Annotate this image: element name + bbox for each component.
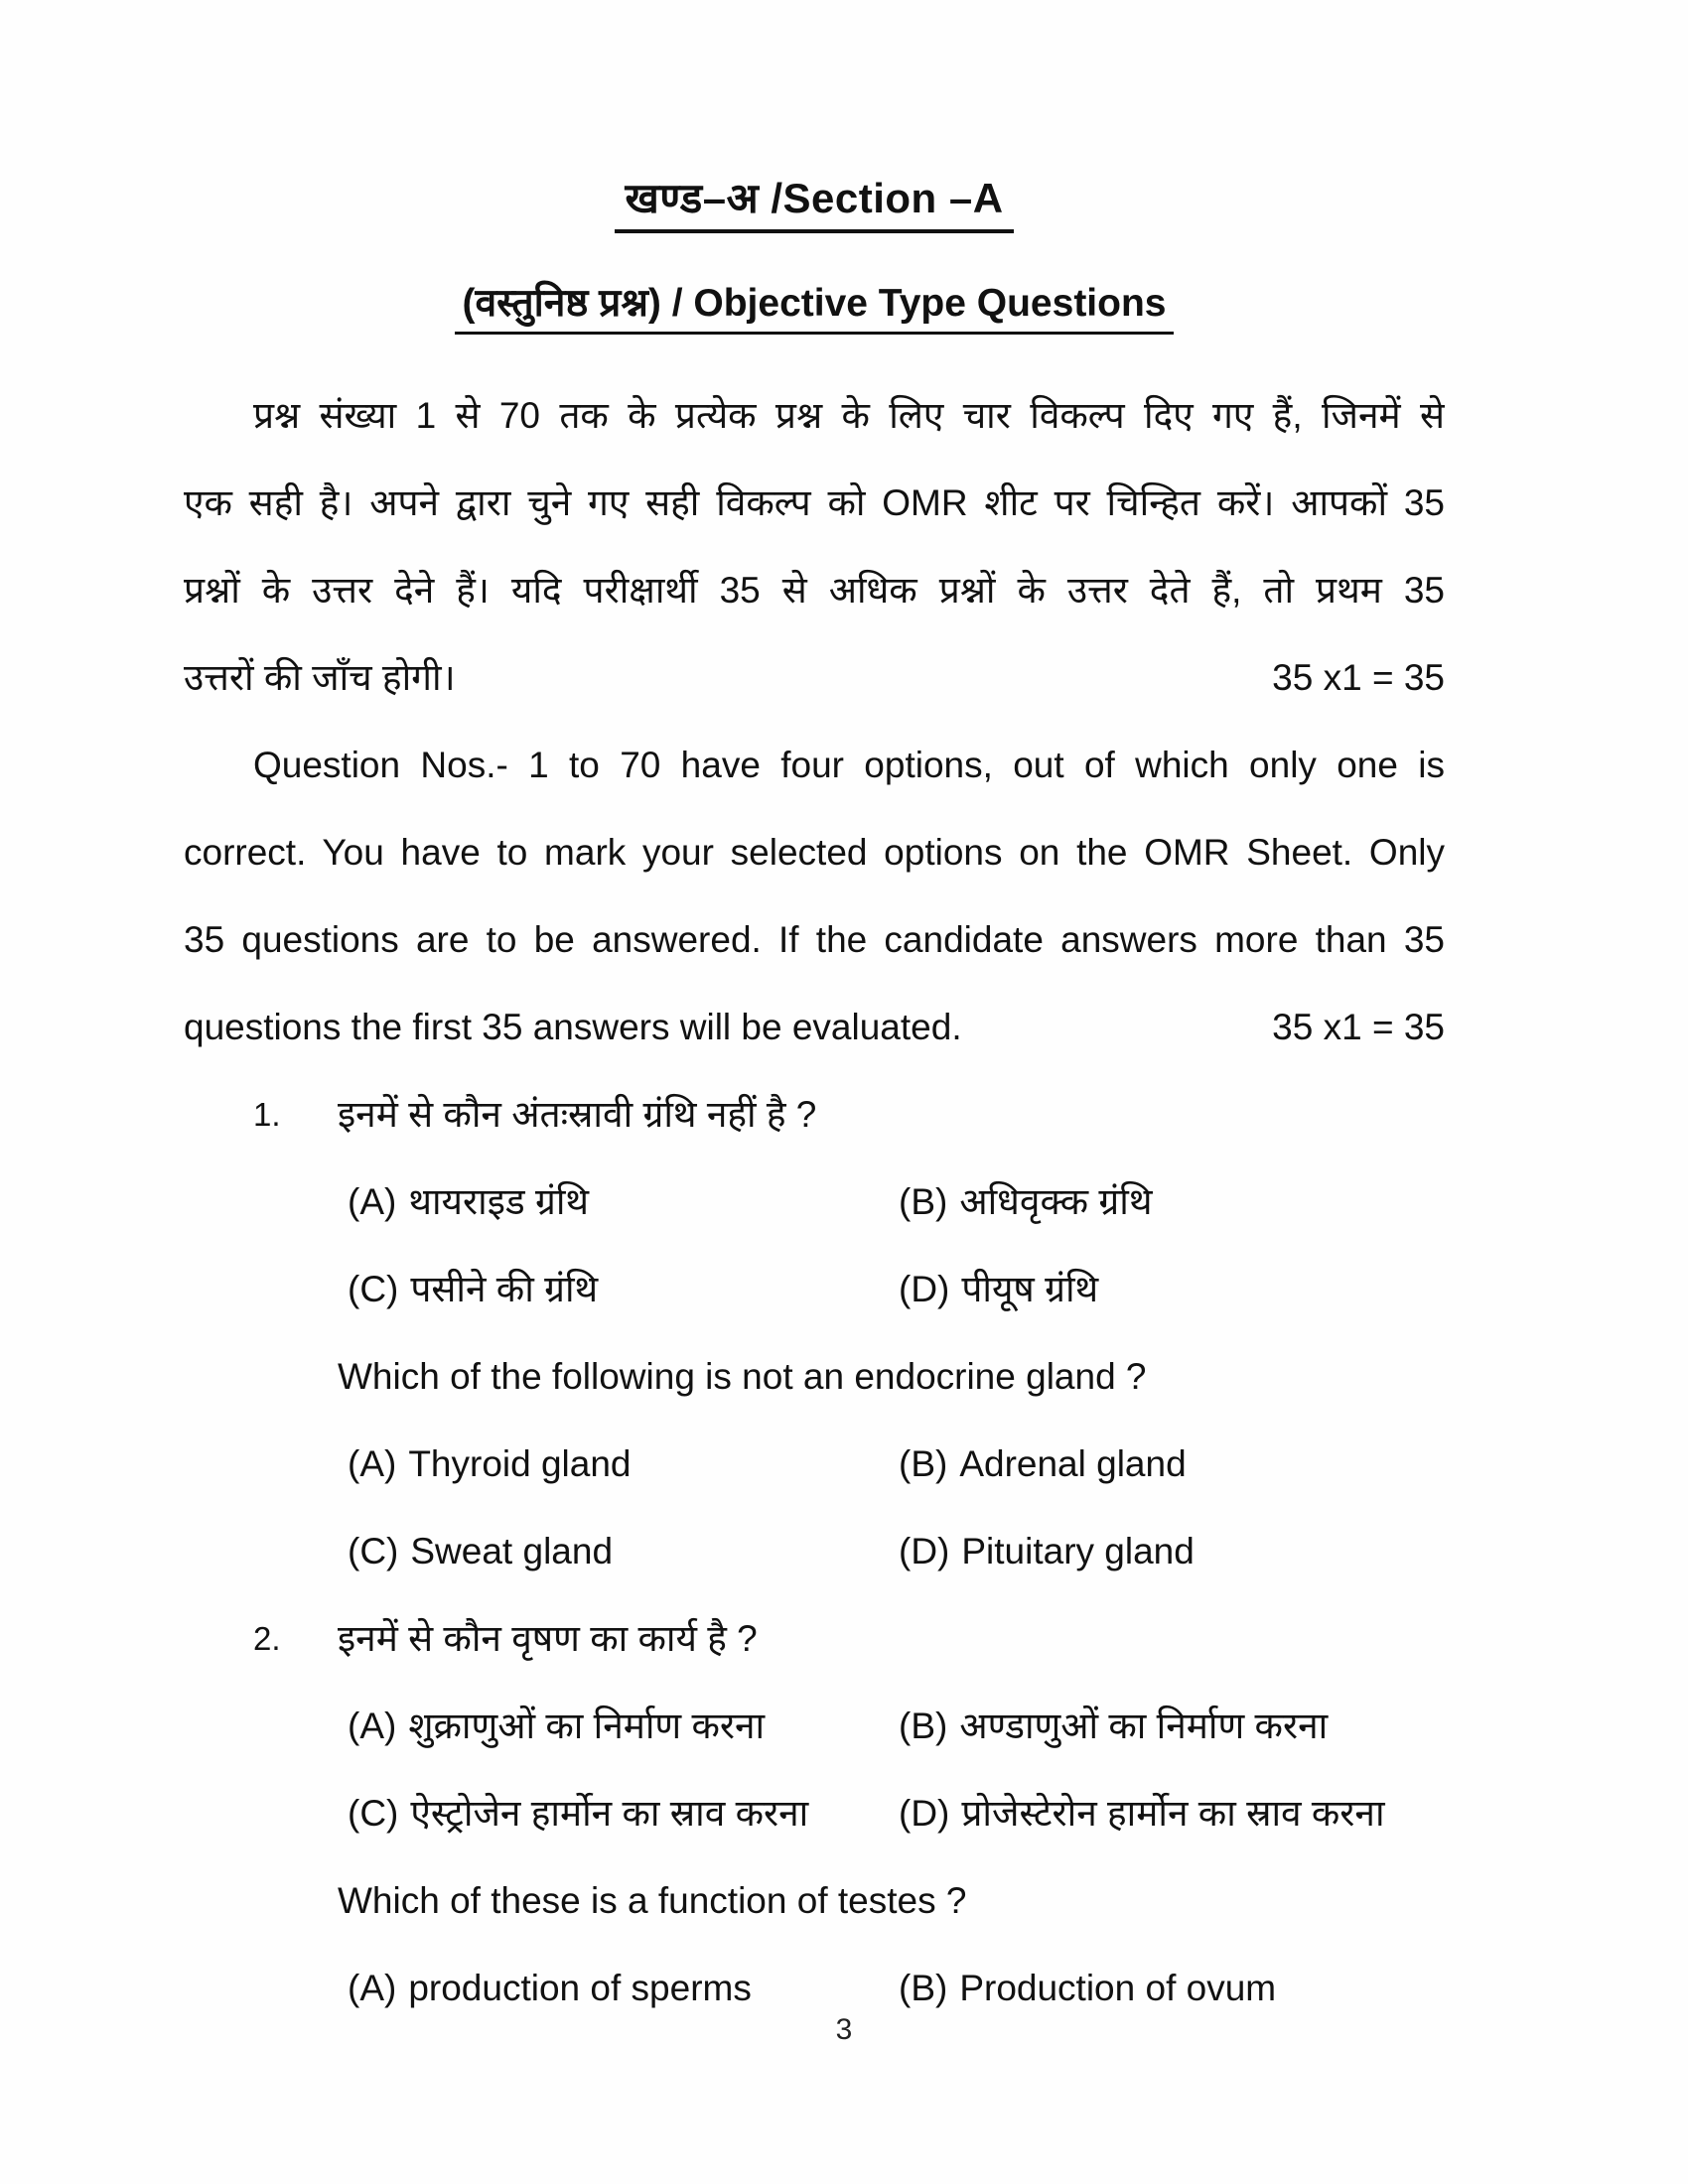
option-label: (A): [348, 1443, 397, 1484]
question-1: [184, 1071, 1445, 1595]
hindi-instructions-last-text: उत्तरों की जाँच होगी।: [184, 657, 456, 698]
option-label: (A): [348, 1968, 397, 2008]
question-2-hindi-row: [184, 1595, 1445, 1683]
section-heading-row: [184, 0, 1445, 233]
question-2-hindi-option-c: [348, 1770, 899, 1857]
question-1-number: 1.: [253, 1096, 281, 1133]
option-text: production of sperms: [408, 1968, 752, 2008]
hindi-instructions-line-3: प्रश्नों के उत्तर देने हैं। यदि परीक्षार्थी 35 से अधिक प्रश्नों के उत्तर देते हैं, तो प्रथम 35: [184, 570, 1445, 611]
option-label: (A): [348, 1181, 397, 1222]
subtitle-heading: (वस्तुनिष्ठ प्रश्न) / Objective Type Questions: [455, 275, 1175, 335]
question-1-english-option-b: [899, 1421, 1445, 1508]
question-2-number: 2.: [253, 1620, 281, 1657]
english-instructions: [184, 722, 1445, 1071]
question-1-hindi-option-d: [899, 1246, 1445, 1333]
question-1-english-option-c: [348, 1508, 899, 1595]
question-2-english-text: Which of these is a function of testes ?: [338, 1880, 967, 1921]
question-1-hindi-option-a: [348, 1159, 899, 1246]
hindi-instructions: [184, 372, 1445, 722]
hindi-instructions-line-4: [184, 634, 1445, 722]
option-text: अधिवृक्क ग्रंथि: [959, 1181, 1153, 1222]
question-1-hindi-options-row-1: [184, 1159, 1445, 1246]
question-1-hindi-options-row-2: [184, 1246, 1445, 1333]
option-label: (B): [899, 1706, 948, 1746]
question-1-english-option-a: [348, 1421, 899, 1508]
english-instructions-line-2: correct. You have to mark your selected options on the OMR Sheet. Only: [184, 832, 1445, 873]
english-marks-value: 35 x1 = 35: [1272, 1007, 1445, 1047]
option-label: (C): [348, 1531, 399, 1571]
option-text: पीयूष ग्रंथि: [961, 1269, 1099, 1309]
question-1-hindi-option-b: [899, 1159, 1445, 1246]
question-2-hindi-option-a: [348, 1683, 899, 1770]
hindi-instructions-line-2: एक सही है। अपने द्वारा चुने गए सही विकल्प को OMR शीट पर चिन्हित करें। आपकों 35: [184, 482, 1445, 523]
option-text: पसीने की ग्रंथि: [410, 1269, 599, 1309]
option-text: अण्डाणुओं का निर्माण करना: [959, 1706, 1329, 1746]
page-number: 3: [835, 2013, 853, 2046]
option-label: (D): [899, 1269, 950, 1309]
option-label: (C): [348, 1269, 399, 1309]
question-1-hindi-row: [184, 1071, 1445, 1159]
option-text: Production of ovum: [959, 1968, 1277, 2008]
english-instructions-last-text: questions the first 35 answers will be evaluated.: [184, 1007, 962, 1047]
english-instructions-line-1: Question Nos.- 1 to 70 have four options, out of which only one is: [253, 745, 1445, 785]
option-label: (C): [348, 1793, 399, 1834]
hindi-instructions-line-1: प्रश्न संख्या 1 से 70 तक के प्रत्येक प्रश्न के लिए चार विकल्प दिए गए हैं, जिनमें से: [253, 395, 1445, 436]
option-text: Pituitary gland: [961, 1531, 1195, 1571]
option-text: थायराइड ग्रंथि: [408, 1181, 590, 1222]
option-text: Sweat gland: [410, 1531, 614, 1571]
question-2-hindi-options-row-2: [184, 1770, 1445, 1857]
subtitle-heading-row: [184, 233, 1445, 335]
option-text: प्रोजेस्टेरोन हार्मोन का स्राव करना: [961, 1793, 1385, 1834]
option-label: (B): [899, 1443, 948, 1484]
question-2-hindi-option-b: [899, 1683, 1445, 1770]
question-2-hindi-option-d: [899, 1770, 1445, 1857]
question-1-hindi-text: इनमें से कौन अंतःस्रावी ग्रंथि नहीं है ?: [338, 1094, 817, 1135]
option-label: (D): [899, 1793, 950, 1834]
option-text: Thyroid gland: [408, 1443, 632, 1484]
option-label: (D): [899, 1531, 950, 1571]
hindi-marks-value: 35 x1 = 35: [1272, 657, 1445, 698]
option-text: ऐस्ट्रोजेन हार्मोन का स्राव करना: [410, 1793, 809, 1834]
question-1-english-options-row-2: [184, 1508, 1445, 1595]
question-2: [184, 1595, 1445, 2032]
option-text: शुक्राणुओं का निर्माण करना: [408, 1706, 766, 1746]
english-instructions-line-3: 35 questions are to be answered. If the candidate answers more than 35: [184, 919, 1445, 960]
question-1-english-text: Which of the following is not an endocrine gland ?: [338, 1356, 1147, 1397]
option-label: (B): [899, 1181, 948, 1222]
english-instructions-line-4: [184, 984, 1445, 1071]
question-1-english-option-d: [899, 1508, 1445, 1595]
question-2-hindi-text: इनमें से कौन वृषण का कार्य है ?: [338, 1618, 758, 1659]
option-label: (A): [348, 1706, 397, 1746]
body-text: [184, 372, 1445, 2032]
question-1-hindi-option-c: [348, 1246, 899, 1333]
option-label: (B): [899, 1968, 948, 2008]
question-2-hindi-options-row-1: [184, 1683, 1445, 1770]
option-text: Adrenal gland: [959, 1443, 1187, 1484]
question-1-english-options-row-1: [184, 1421, 1445, 1508]
section-heading: खण्ड–अ /Section –A: [615, 169, 1013, 233]
